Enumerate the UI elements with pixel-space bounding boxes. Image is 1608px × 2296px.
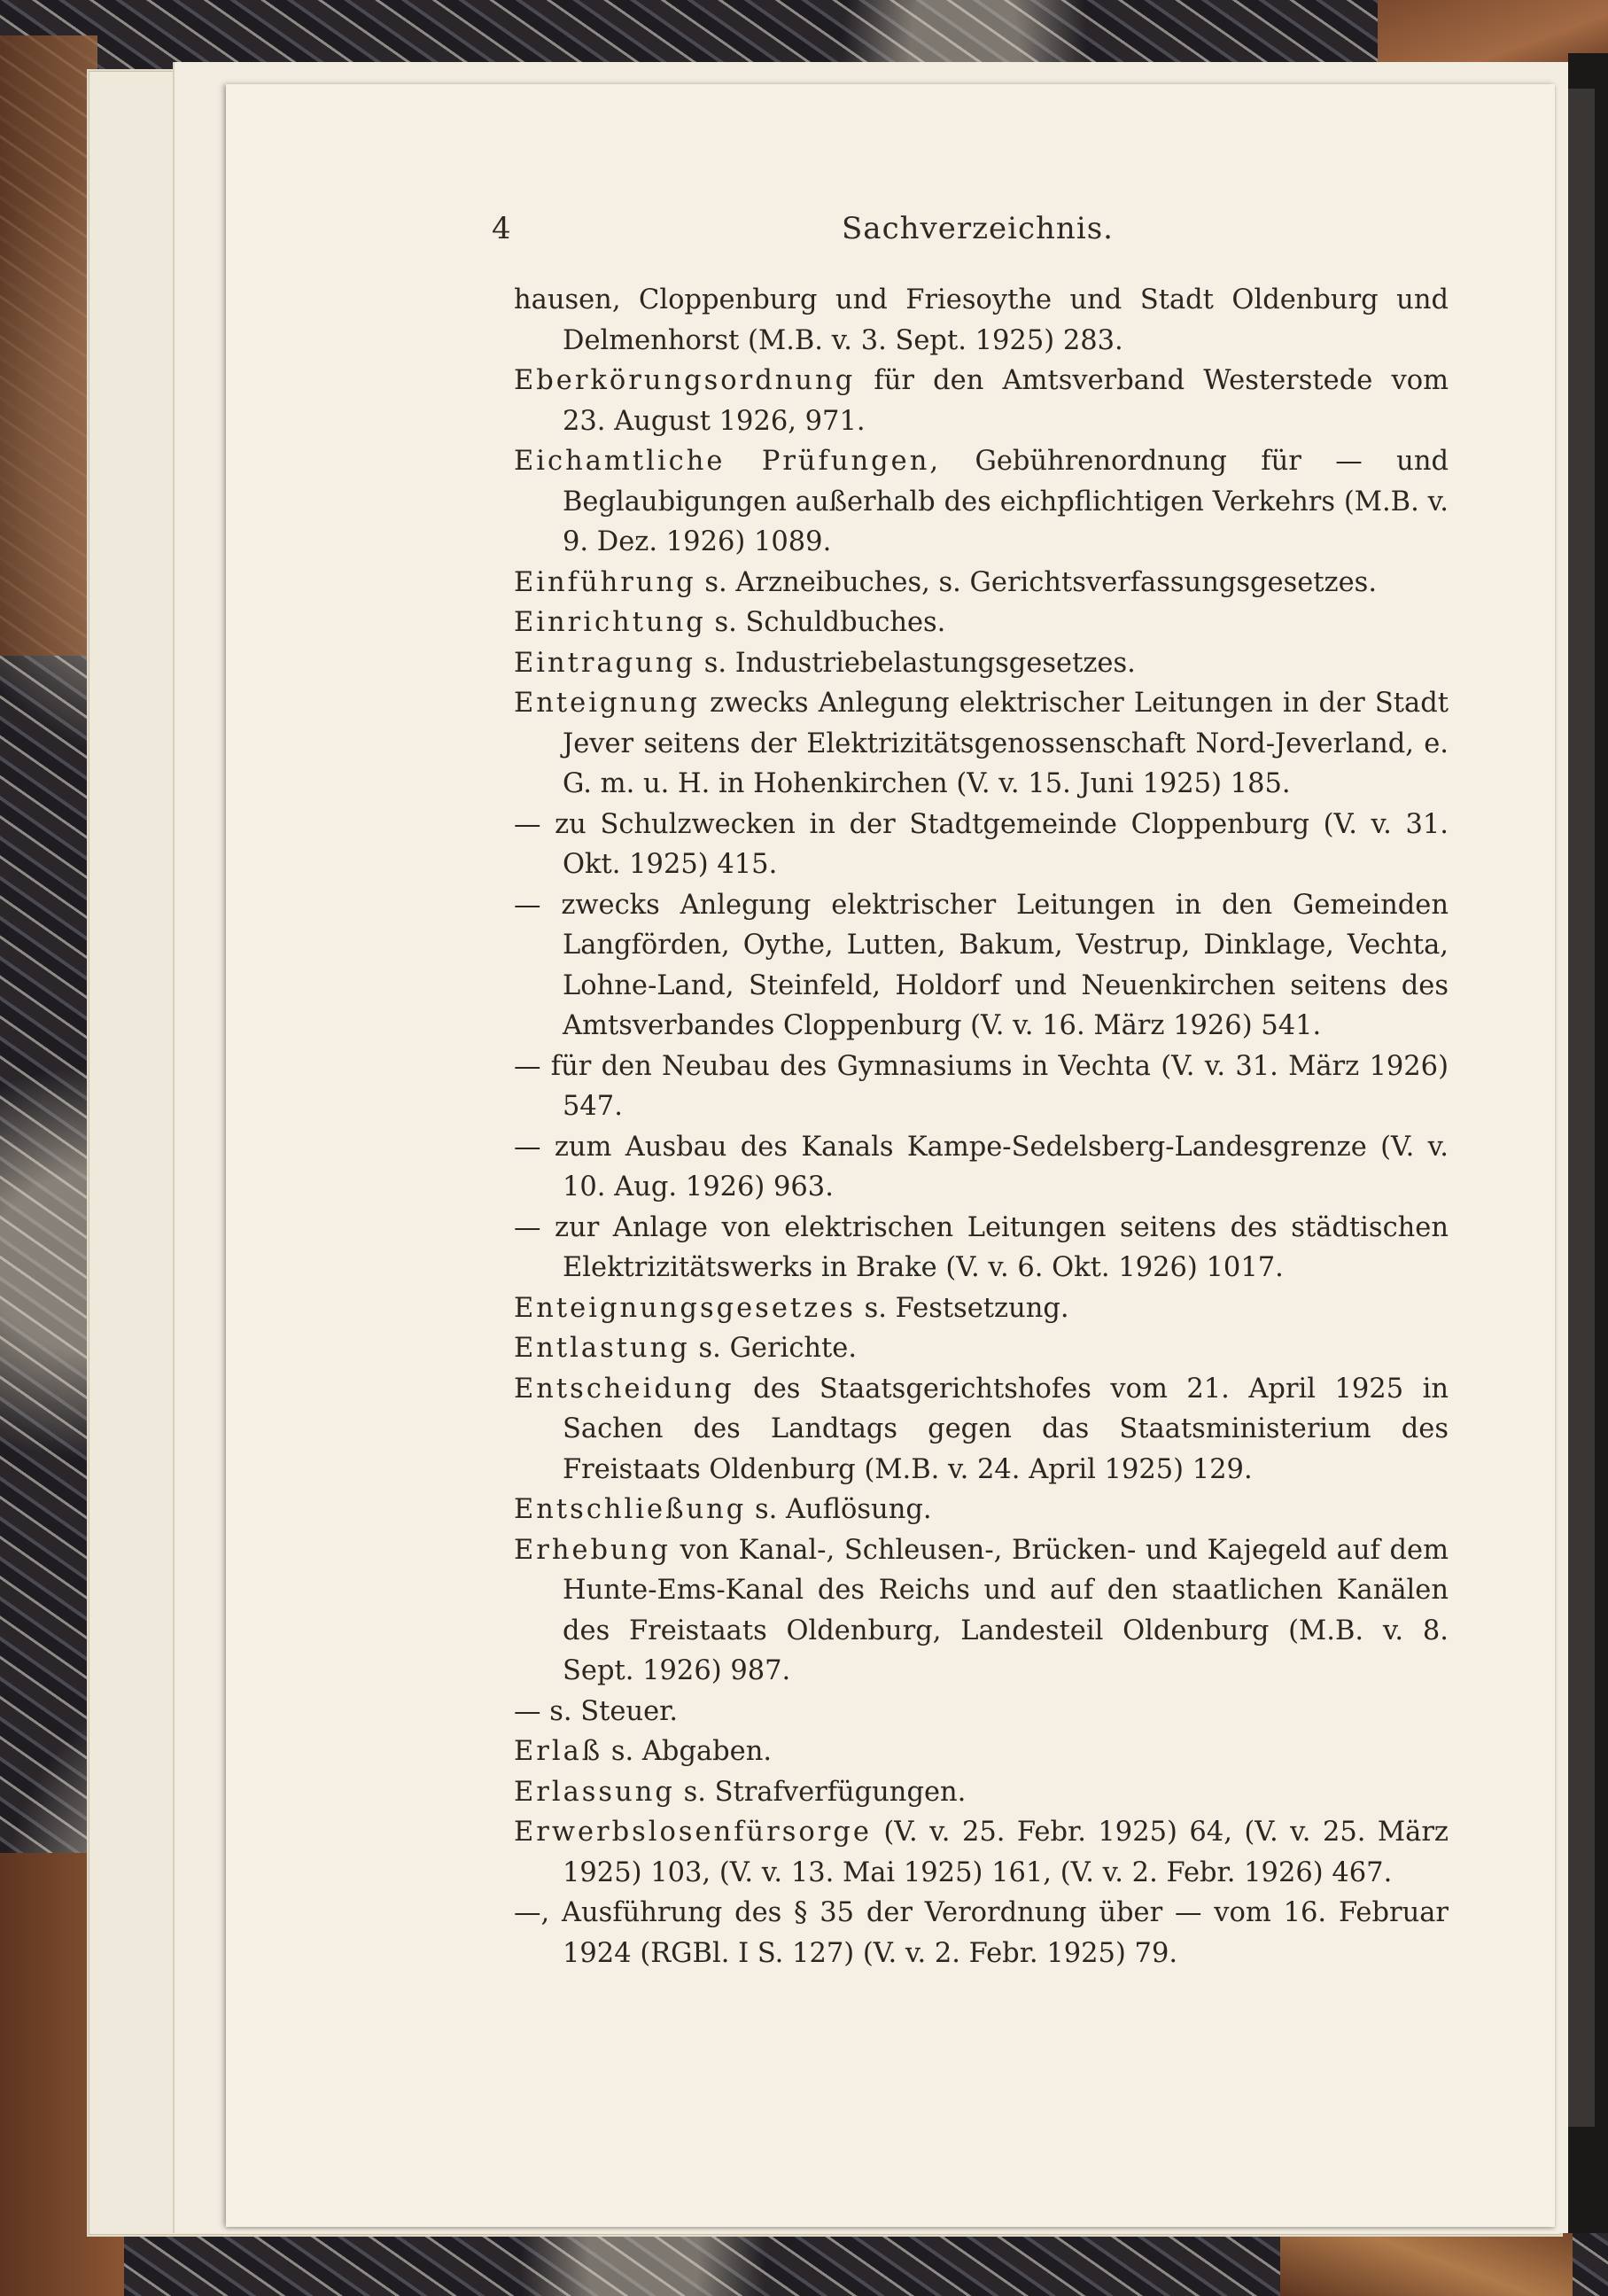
index-subentry: [514, 1692, 1449, 1732]
index-subentry: [514, 805, 1449, 885]
entry-keyword: Entschließung: [514, 1494, 747, 1525]
index-subentry: [514, 1127, 1449, 1208]
index-entry: [514, 563, 1449, 603]
index-subentry: [514, 1893, 1449, 1973]
entry-text: — für den Neubau des Gymnasiums in Vechta (V. v. 31. März 1926) 547.: [514, 1050, 1449, 1122]
index-entry: [514, 1490, 1449, 1530]
entry-keyword: Erlassung: [514, 1776, 675, 1808]
entry-text: von Kanal-, Schleusen-, Brücken- und Kajegeld auf dem Hunte-Ems-Kanal des Reichs und auf den staatlichen Kanälen des Freistaats Oldenburg, Landesteil Oldenburg (M.B. v. 8. Sept. 1926) 987.: [563, 1534, 1449, 1686]
entry-text: — s. Steuer.: [514, 1695, 679, 1727]
index-entry: [514, 1369, 1449, 1490]
entry-text: s. Abgaben.: [602, 1736, 773, 1767]
entry-text: (V. v. 25. Febr. 1925) 64, (V. v. 25. März 1925) 103, (V. v. 13. Mai 1925) 161, (V. v. 2. Febr. 1926) 467.: [563, 1817, 1449, 1888]
entry-keyword: Einrichtung: [514, 607, 706, 638]
entry-keyword: Eberkörungsordnung: [514, 365, 856, 396]
index-entry: [514, 643, 1449, 684]
running-title: Sachverzeichnis.: [842, 211, 1114, 246]
index-entry: [514, 683, 1449, 805]
entry-text: s. Arzneibuches, s. Gerichtsverfassungsgesetzes.: [695, 566, 1378, 598]
index-subentry: [514, 1208, 1449, 1288]
entry-text: s. Gerichte.: [689, 1333, 858, 1364]
entry-text: s. Strafverfügungen.: [674, 1776, 967, 1808]
entry-text: hausen, Cloppenburg und Friesoythe und Stadt Oldenburg und Delmenhorst (M.B. v. 3. Sept. 1925) 283.: [514, 284, 1449, 356]
entry-keyword: Erwerbslosenfürsorge: [514, 1817, 872, 1848]
entry-text: —, Ausführung des § 35 der Verordnung über — vom 16. Februar 1924 (RGBl. I S. 127) (V. v. 2. Febr. 1925) 79.: [514, 1897, 1449, 1969]
entry-text: Gebührenordnung für — und Beglaubigungen außerhalb des eichpflichtigen Verkehrs (M.B. v. 9. Dez. 1926) 1089.: [563, 446, 1449, 557]
entry-text: — zum Ausbau des Kanals Kampe-Sedelsberg-Landesgrenze (V. v. 10. Aug. 1926) 963.: [514, 1131, 1449, 1202]
entry-text: s. Festsetzung.: [855, 1292, 1069, 1324]
entry-keyword: Eichamtliche Prüfungen,: [514, 446, 942, 477]
index-entry: [514, 603, 1449, 643]
leather-corner-top-left: [0, 35, 97, 656]
entry-keyword: Entscheidung: [514, 1373, 734, 1405]
index-entry: [514, 441, 1449, 563]
entry-text: s. Industriebelastungsgesetzes.: [695, 647, 1136, 679]
index-entry: [514, 1772, 1449, 1813]
entry-text: — zur Anlage von elektrischen Leitungen seitens des städtischen Elektrizitätswerks in Brake (V. v. 6. Okt. 1926) 1017.: [514, 1211, 1449, 1283]
entry-keyword: Enteignungsgesetzes: [514, 1292, 856, 1324]
entry-keyword: Erhebung: [514, 1534, 671, 1566]
index-entry: [514, 1812, 1449, 1893]
index-entry: [514, 361, 1449, 441]
page-header: [492, 211, 1466, 246]
entry-keyword: Entlastung: [514, 1333, 690, 1364]
index-entries: [514, 280, 1449, 1973]
index-entry: [514, 1328, 1449, 1369]
index-entry: [514, 1288, 1449, 1329]
entry-text: zwecks Anlegung elektrischer Leitungen in der Stadt Jever seitens der Elektrizitätsgenossenschaft Nord-Jeverland, e. G. m. u. H. in Hohenkirchen (V. v. 15. Juni 1925) 185.: [563, 688, 1449, 799]
entry-keyword: Erlaß: [514, 1736, 603, 1767]
index-subentry: [514, 885, 1449, 1047]
book-spine-edge: [1568, 53, 1608, 2233]
entry-text: s. Schuldbuches.: [705, 607, 946, 638]
entry-text: — zwecks Anlegung elektrischer Leitungen in den Gemeinden Langförden, Oythe, Lutten, Bakum, Vestrup, Dinklage, Vechta, Lohne-Land, Steinfeld, Holdorf und Neuenkirchen seitens des Amtsverbandes Cloppenburg (V. v. 16. März 1926) 541.: [514, 889, 1449, 1041]
page-number: 4: [492, 211, 511, 246]
entry-keyword: Eintragung: [514, 647, 696, 679]
entry-text: s. Auflösung.: [746, 1494, 932, 1525]
index-subentry: [514, 1047, 1449, 1127]
index-entry: [514, 1732, 1449, 1772]
entry-text: für den Amtsverband Westerstede vom 23. August 1926, 971.: [563, 365, 1449, 437]
entry-text: des Staatsgerichtshofes vom 21. April 1925 in Sachen des Landtags gegen das Staatsministerium des Freistaats Oldenburg (M.B. v. 24. April 1925) 129.: [563, 1373, 1449, 1485]
index-entry: [514, 1530, 1449, 1692]
entry-text: — zu Schulzwecken in der Stadtgemeinde Cloppenburg (V. v. 31. Okt. 1925) 415.: [514, 808, 1449, 880]
entry-keyword: Einführung: [514, 566, 696, 598]
index-entry: [514, 280, 1449, 361]
entry-keyword: Enteignung: [514, 688, 700, 719]
